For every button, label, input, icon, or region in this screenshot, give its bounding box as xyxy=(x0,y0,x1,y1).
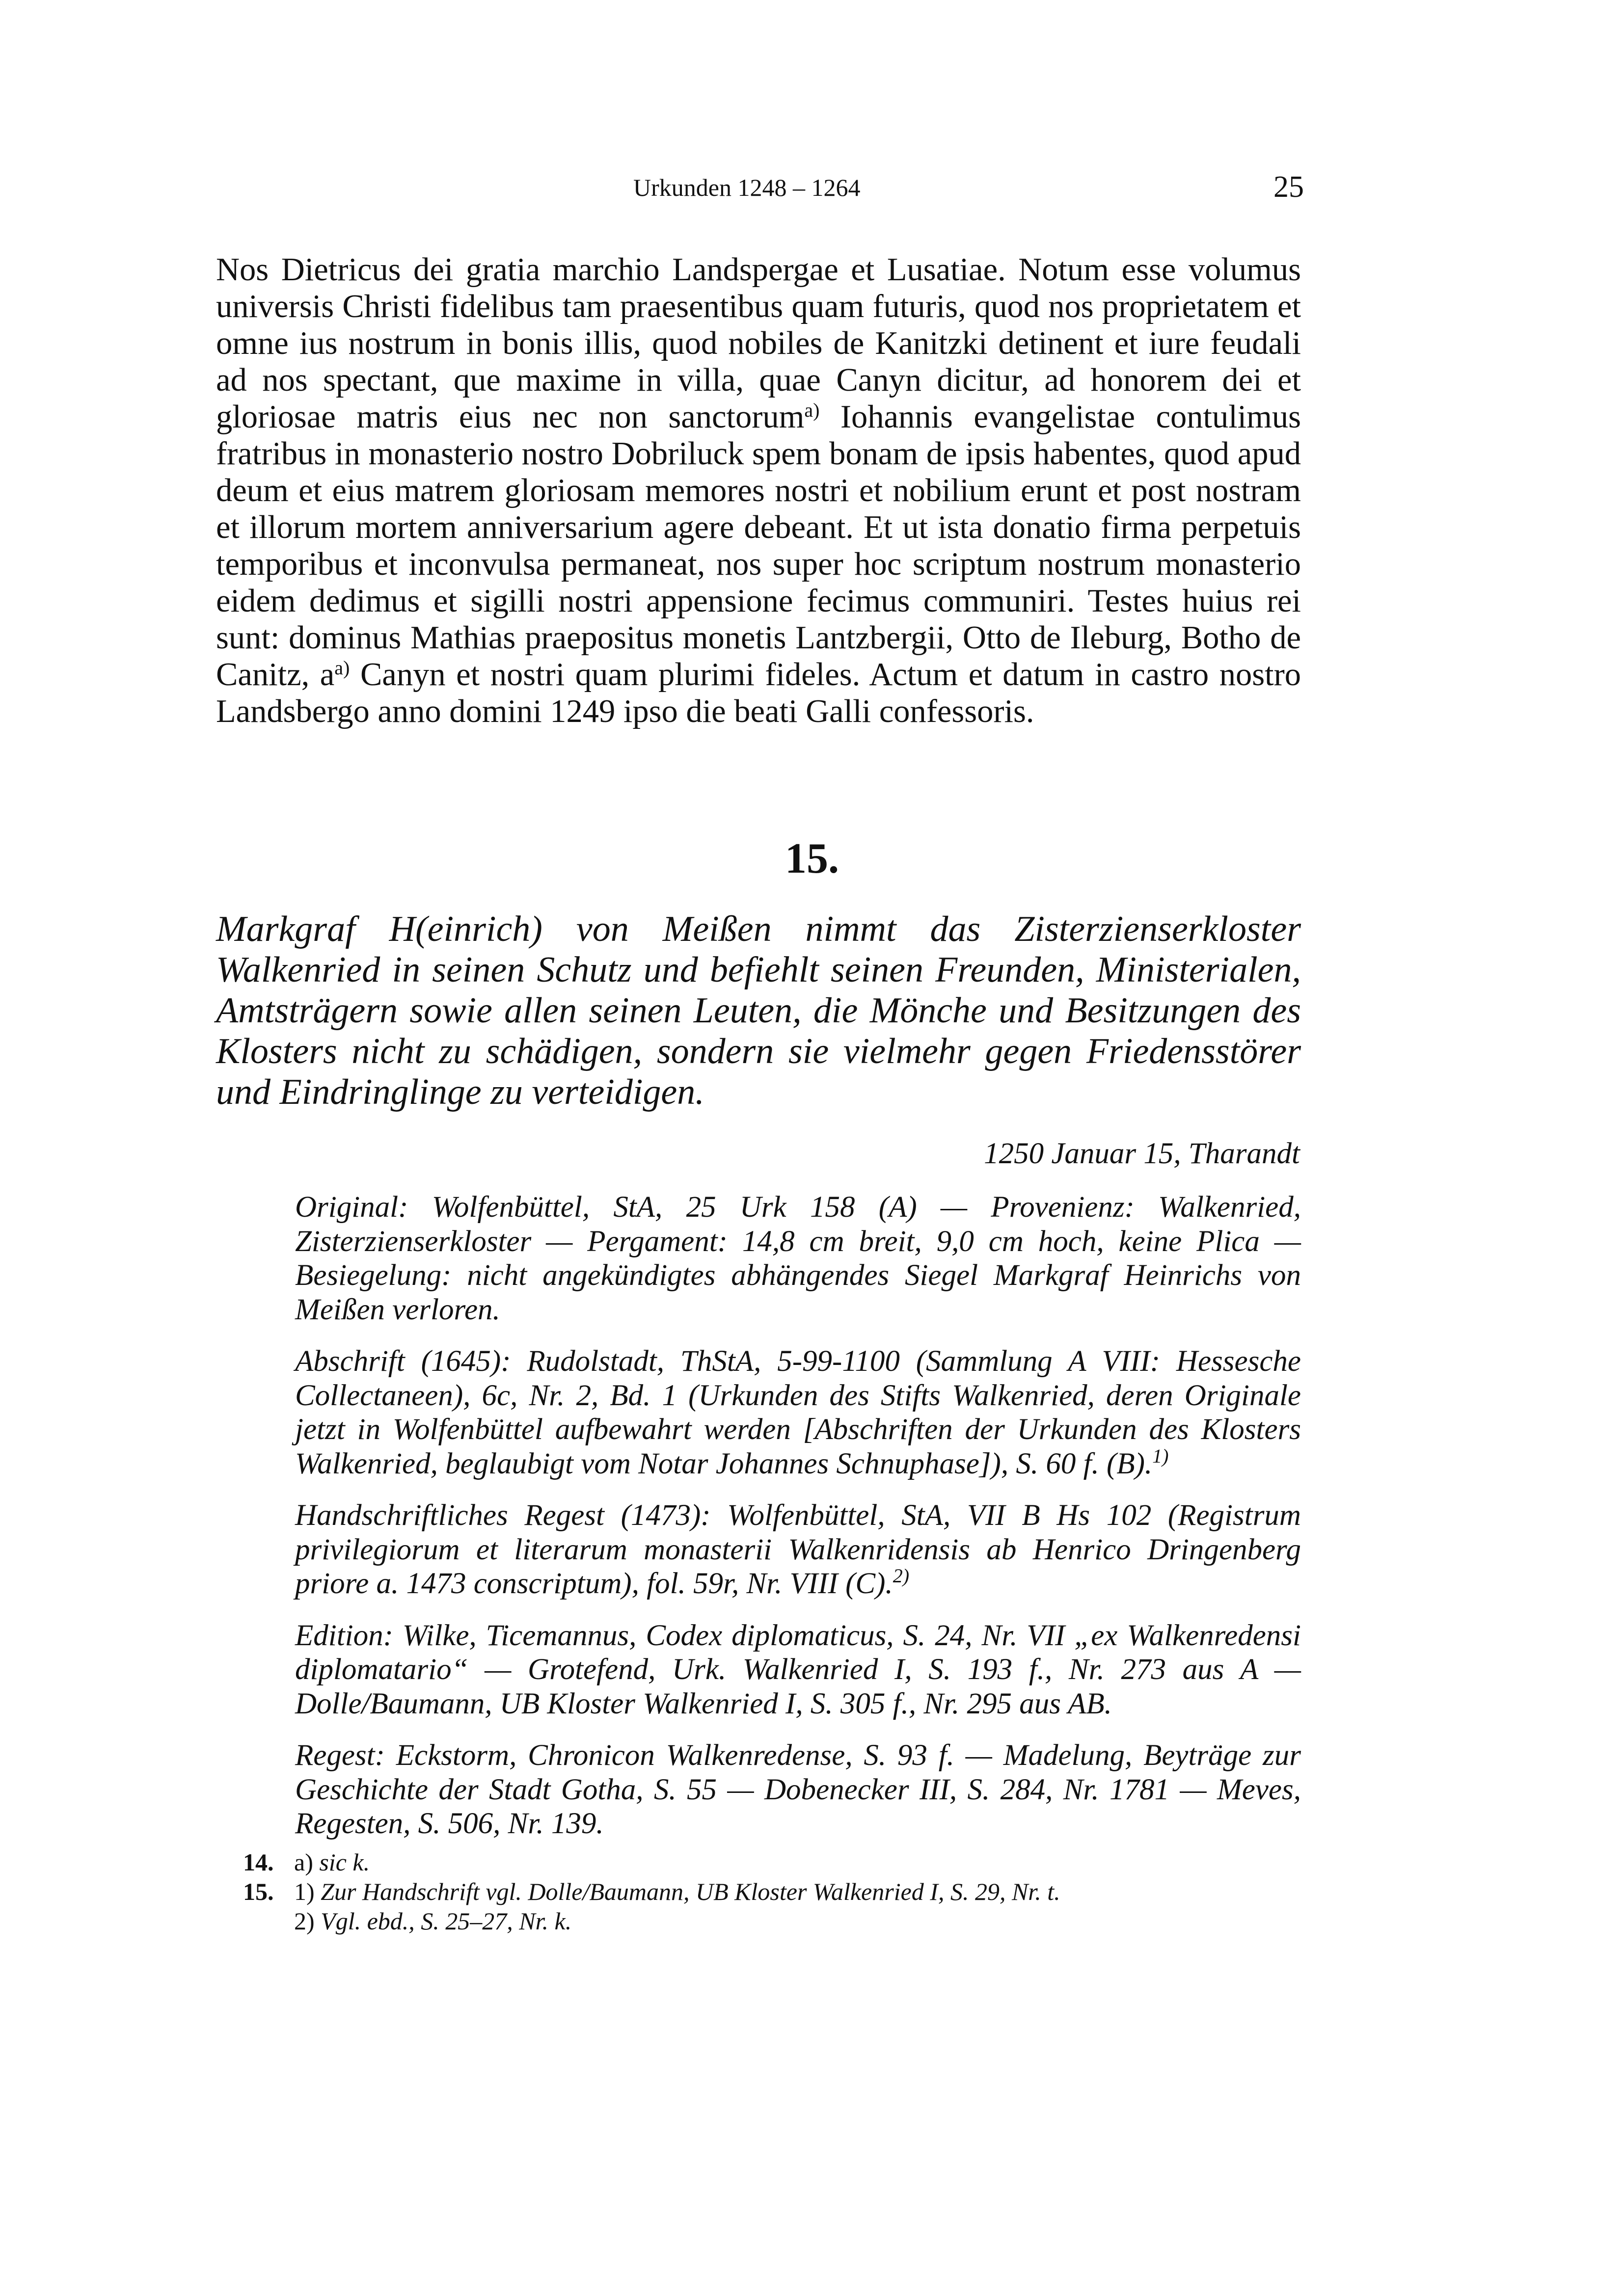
note-original: Original: Wolfenbüttel, StA, 25 Urk 158 (A) — Provenienz: Walkenried, Zisterzienserkloster — Pergament: 14,8 cm breit, 9,0 cm hoch, keine Plica — Besiegelung: nicht angekündigtes abhängendes Siegel Markgraf Heinrichs von Meißen verloren. xyxy=(295,1191,1301,1326)
footnote-marker-1: 1) xyxy=(1152,1444,1169,1467)
document-number: 15. xyxy=(785,835,839,882)
footnote-text: Zur Handschrift vgl. Dolle/Baumann, UB Kloster Walkenried I, S. 29, Nr. t. xyxy=(321,1878,1060,1905)
footnote-group-14 xyxy=(243,1847,1323,1877)
charter-text-part-2: Iohannis evangelistae contulimus fratribus in monasterio nostro Dobriluck spem bonam de ipsis habentes, quod apud deum et eius matrem gloriosam memores nostri et nobilium erunt et post nostram et illorum mortem anniversarium agere debeant. Et ut ista donatio firma perpetuis temporibus et inconvulsa permaneat, nos super hoc scriptum nostrum monasterio eidem dedimus et sigilli nostri appensione fecimus communiri. Testes huius rei sunt: dominus Mathias praepositus monetis Lantzbergii, Otto de Ileburg, Botho de Canitz, a xyxy=(216,399,1301,693)
running-head: Urkunden 1248 – 1264 xyxy=(633,174,861,201)
footnote-text: Vgl. ebd., S. 25–27, Nr. k. xyxy=(321,1907,572,1935)
footnote-group-15 xyxy=(243,1877,1323,1936)
footnote-item xyxy=(294,1847,370,1877)
footnote-label: a) xyxy=(294,1848,313,1876)
footnote-group-number: 15. xyxy=(243,1878,274,1905)
footnote-marker-a: a) xyxy=(334,657,350,679)
footnote-text: sic k. xyxy=(319,1848,370,1876)
footnote-item xyxy=(294,1877,1060,1906)
footnote-label: 1) xyxy=(294,1878,315,1905)
footnotes xyxy=(243,1847,1323,1936)
footnote-item xyxy=(294,1906,1060,1936)
charter-text-part-3: Canyn et nostri quam plurimi fideles. Actum et datum in castro nostro Landsbergo anno domini 1249 ipso die beati Galli confessoris. xyxy=(216,657,1301,729)
document-regest: Markgraf H(einrich) von Meißen nimmt das Zisterzienserkloster Walkenried in seinen Schutz und befiehlt seinen Freunden, Ministerialen, Amtsträgern sowie allen seinen Leuten, die Mönche und Besitzungen des Klosters nicht zu schädigen, sondern sie vielmehr gegen Friedensstörer und Eindringlinge zu verteidigen. xyxy=(216,909,1301,1112)
footnote-marker-2: 2) xyxy=(893,1565,910,1587)
note-edition: Edition: Wilke, Ticemannus, Codex diplomaticus, S. 24, Nr. VII „ex Walkenredensi diplomatario“ — Grotefend, Urk. Walkenried I, S. 193 f., Nr. 273 aus A — Dolle/Baumann, UB Kloster Walkenried I, S. 305 f., Nr. 295 aus AB. xyxy=(295,1619,1301,1720)
note-abschrift xyxy=(295,1344,1301,1481)
note-handschriftliches-regest-text: Handschriftliches Regest (1473): Wolfenbüttel, StA, VII B Hs 102 (Registrum privilegiorum et literarum monasterii Walkenridensis ab Henrico Dringenberg priore a. 1473 conscriptum), fol. 59r, Nr. VIII (C). xyxy=(295,1499,1301,1600)
charter-text xyxy=(216,251,1301,730)
footnote-marker-a: a) xyxy=(804,399,820,421)
note-regest-literature: Regest: Eckstorm, Chronicon Walkenredense, S. 93 f. — Madelung, Beyträge zur Geschichte der Stadt Gotha, S. 55 — Dobenecker III, S. 284, Nr. 1781 — Meves, Regesten, S. 506, Nr. 139. xyxy=(295,1739,1301,1840)
footnote-group-number: 14. xyxy=(243,1848,274,1876)
note-abschrift-text: Abschrift (1645): Rudolstadt, ThStA, 5-99-1100 (Sammlung A VIII: Hessesche Collectaneen), 6c, Nr. 2, Bd. 1 (Urkunden des Stifts Walkenried, deren Originale jetzt in Wolfenbüttel aufbewahrt werden [Abschriften der Urkunden des Klosters Walkenried, beglaubigt vom Notar Johannes Schnuphase]), S. 60 f. (B). xyxy=(295,1345,1301,1480)
source-notes xyxy=(295,1190,1301,1859)
document-dating: 1250 Januar 15, Tharandt xyxy=(984,1137,1300,1170)
note-handschriftliches-regest xyxy=(295,1498,1301,1601)
charter-text-part-1: Nos Dietricus dei gratia marchio Landspergae et Lusatiae. Notum esse volumus universis Christi fidelibus tam praesentibus quam futuris, quod nos proprietatem et omne ius nostrum in bonis illis, quod nobiles de Kanitzki detinent et iure feudali ad nos spectant, que maxime in villa, quae Canyn dicitur, ad honorem dei et gloriosae matris eius nec non sanctorum xyxy=(216,252,1301,435)
page-number: 25 xyxy=(1273,170,1304,204)
footnote-label: 2) xyxy=(294,1907,315,1935)
